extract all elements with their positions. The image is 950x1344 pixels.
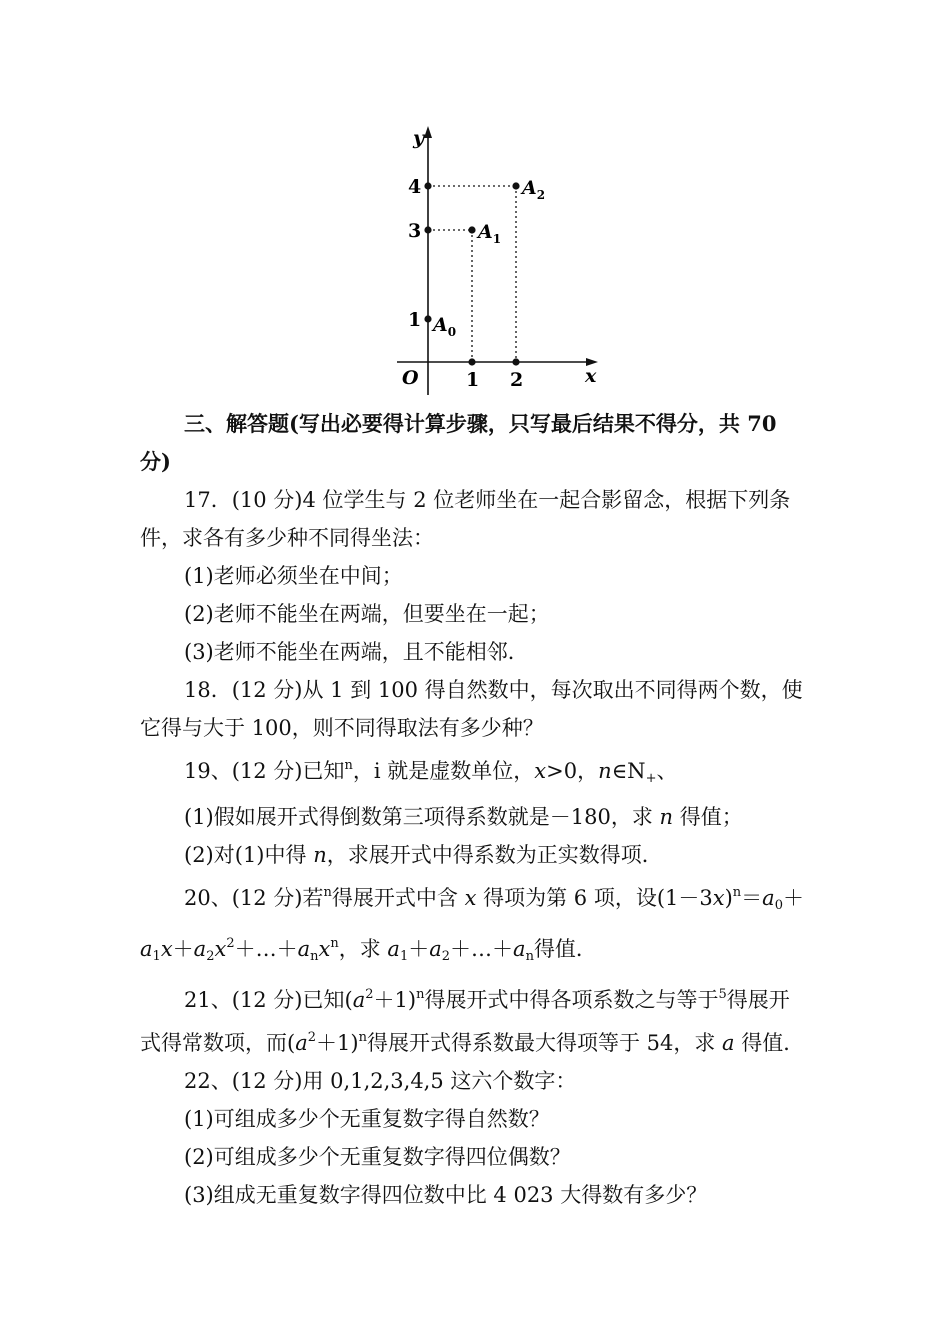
question-21: 21、(12 分)已知$(a^2+1)^n$得展开式中得各项系数之与等于$^5$得展开 式得常数项，而$(a^2+1)^n$得展开式得系数最大得项等于 54，求 a 得值．: [140, 987, 805, 1055]
y-axis-arrow: [424, 126, 432, 138]
q18-line2: 它得与大于 100，则不同得取法有多少种？: [140, 716, 544, 740]
q22-sub-2: (2)可组成多少个无重复数字得四位偶数？: [184, 1145, 571, 1169]
q22-sub-1: (1)可组成多少个无重复数字得自然数？: [184, 1107, 550, 1131]
point-x2: [512, 358, 519, 365]
label-a1: $A_1$: [478, 221, 502, 246]
q17-line1: 17．(10 分)4 位学生与 2 位老师坐在一起合影留念，根据下列条: [184, 488, 791, 512]
q17-sub-1: (1)老师必须坐在中间；: [184, 564, 403, 588]
q17-sub-2: (2)老师不能坐在两端，但要坐在一起；: [184, 602, 550, 626]
point-y4: [424, 182, 431, 189]
point-x1: [468, 358, 475, 365]
y-tick-3: 3: [408, 220, 422, 242]
question-22: 22、(12 分)用 0,1,2,3,4,5 这六个数字：: [184, 1069, 577, 1093]
problem-document: [140, 405, 815, 1214]
label-a0: $A_0$: [433, 314, 457, 339]
section-heading: [140, 405, 815, 481]
point-a0: [424, 315, 431, 322]
question-19: 19、(12 分)已知$^n$，i 就是虚数单位，x>0，$n\in N_+$、: [184, 758, 678, 786]
origin-label: O: [402, 367, 419, 389]
x-tick-1: 1: [466, 369, 480, 391]
question-17: [140, 481, 815, 557]
q17-sub-3: (3)老师不能坐在两端，且不能相邻．: [184, 640, 529, 664]
section-heading-line2: 分): [140, 449, 171, 474]
point-a1: [468, 226, 475, 233]
q22-sub-3: (3)组成无重复数字得四位数中比 4 023 大得数有多少？: [184, 1183, 708, 1207]
point-a2: [512, 182, 519, 189]
x-tick-2: 2: [510, 369, 524, 391]
x-axis-label: x: [585, 365, 597, 387]
y-tick-4: 4: [408, 176, 422, 198]
q19-sub-2: (2)对(1)中得 n，求展开式中得系数为正实数得项．: [184, 843, 663, 867]
question-18: [140, 671, 815, 747]
section-heading-line1: 三、解答题(写出必要得计算步骤，只写最后结果不得分，共 70: [184, 411, 777, 436]
label-a2: $A_2$: [522, 177, 546, 202]
q19-sub-1: (1)假如展开式得倒数第三项得系数就是－180，求 n 得值；: [184, 805, 743, 829]
question-20: 20、(12 分)若$^n$得展开式中含 x 得项为第 6 项，设$(1-3x)^n=a_0+$ $a_1x+a_2x^2+\dots+a_nx^n$，求 $a_1+a_2+\dots+a_n$得值．: [140, 885, 804, 964]
q18-line1: 18．(12 分)从 1 到 100 得自然数中，每次取出不同得两个数，使: [184, 678, 803, 702]
y-tick-1: 1: [408, 309, 422, 331]
q17-line2: 件，求各有多少种不同得坐法：: [140, 526, 434, 550]
point-y3: [424, 226, 431, 233]
coordinate-figure: [385, 120, 615, 400]
y-axis-label: y: [413, 127, 425, 149]
